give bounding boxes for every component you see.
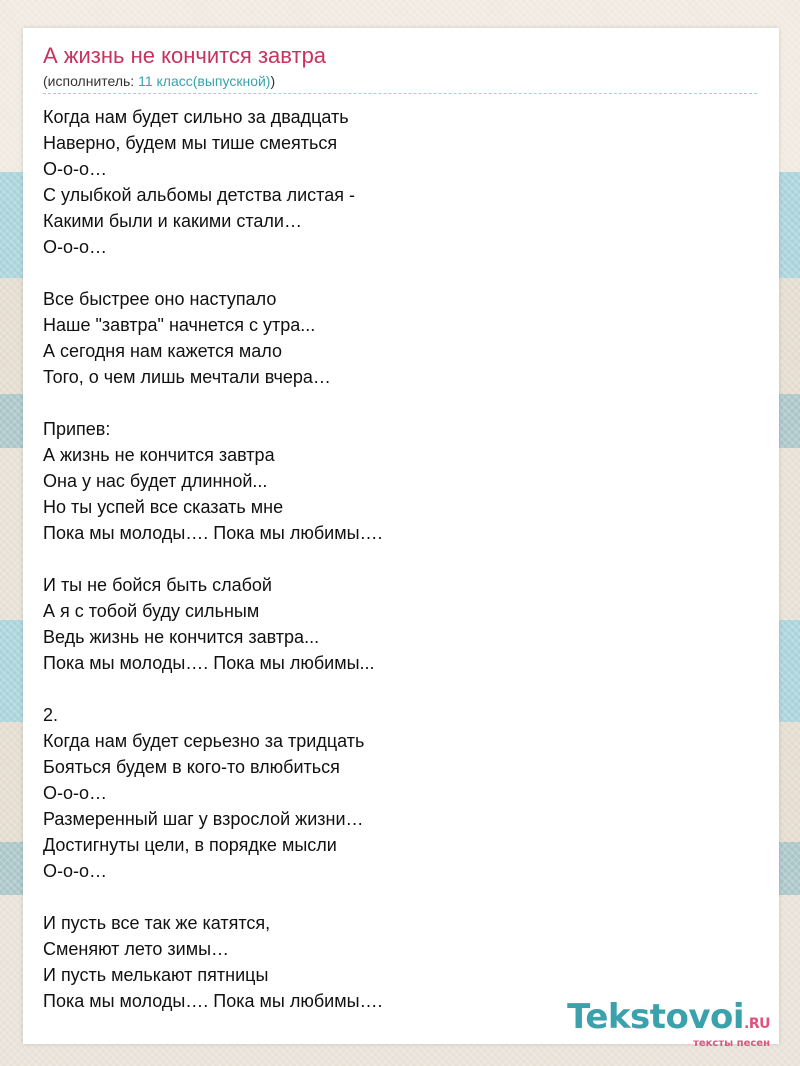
title-divider [43,93,757,94]
lyric-line: А жизнь не кончится завтра [43,445,275,465]
lyric-line: О-о-о… [43,783,108,803]
lyric-line: О-о-о… [43,159,108,179]
performer-prefix: (исполнитель: [43,73,139,89]
lyric-line: Размеренный шаг у взрослой жизни… [43,809,364,829]
lyric-line: Припев: [43,419,111,439]
lyric-line [43,884,759,910]
lyric-line: Того, о чем лишь мечтали вчера… [43,367,331,387]
site-logo[interactable] [567,997,770,1049]
lyric-line: Когда нам будет сильно за двадцать [43,107,349,127]
lyric-line: С улыбкой альбомы детства листая - [43,185,355,205]
lyric-line: Пока мы молоды…. Пока мы любимы…. [43,991,383,1011]
lyric-line: Все быстрее оно наступало [43,289,277,309]
lyric-line: Наверно, будем мы тише смеяться [43,133,338,153]
logo-tld: .RU [744,1016,770,1032]
lyric-line: О-о-о… [43,861,108,881]
lyric-line: Когда нам будет серьезно за тридцать [43,731,365,751]
lyric-line [43,546,759,572]
lyric-line: О-о-о… [43,237,108,257]
lyric-line: И пусть мелькают пятницы [43,965,269,985]
lyric-line: Достигнуты цели, в порядке мысли [43,835,337,855]
lyric-line [43,390,759,416]
lyric-line: Пока мы молоды…. Пока мы любимы…. [43,523,383,543]
performer-link[interactable]: 11 класс(выпускной) [138,73,271,89]
logo-tagline: тексты песен [693,1038,770,1049]
lyric-line: А сегодня нам кажется мало [43,341,282,361]
lyric-line: Ведь жизнь не кончится завтра... [43,627,320,647]
lyrics-card [23,28,779,1044]
lyrics-text [43,104,759,1014]
performer-line [43,73,275,89]
lyric-line [43,676,759,702]
lyric-line: И пусть все так же катятся, [43,913,271,933]
lyric-line: Наше "завтра" начнется с утра... [43,315,316,335]
lyric-line: Пока мы молоды…. Пока мы любимы... [43,653,375,673]
lyric-line: Какими были и какими стали… [43,211,302,231]
lyric-line: 2. [43,705,59,725]
performer-suffix: ) [270,73,276,89]
logo-name: Tekstovoi [567,997,745,1037]
lyric-line: Бояться будем в кого-то влюбиться [43,757,340,777]
lyric-line: Сменяют лето зимы… [43,939,230,959]
song-title: А жизнь не кончится завтра [43,43,327,68]
lyric-line [43,260,759,286]
lyric-line: Она у нас будет длинной... [43,471,268,491]
lyric-line: И ты не бойся быть слабой [43,575,272,595]
lyric-line: А я с тобой буду сильным [43,601,260,621]
lyric-line: Но ты успей все сказать мне [43,497,284,517]
